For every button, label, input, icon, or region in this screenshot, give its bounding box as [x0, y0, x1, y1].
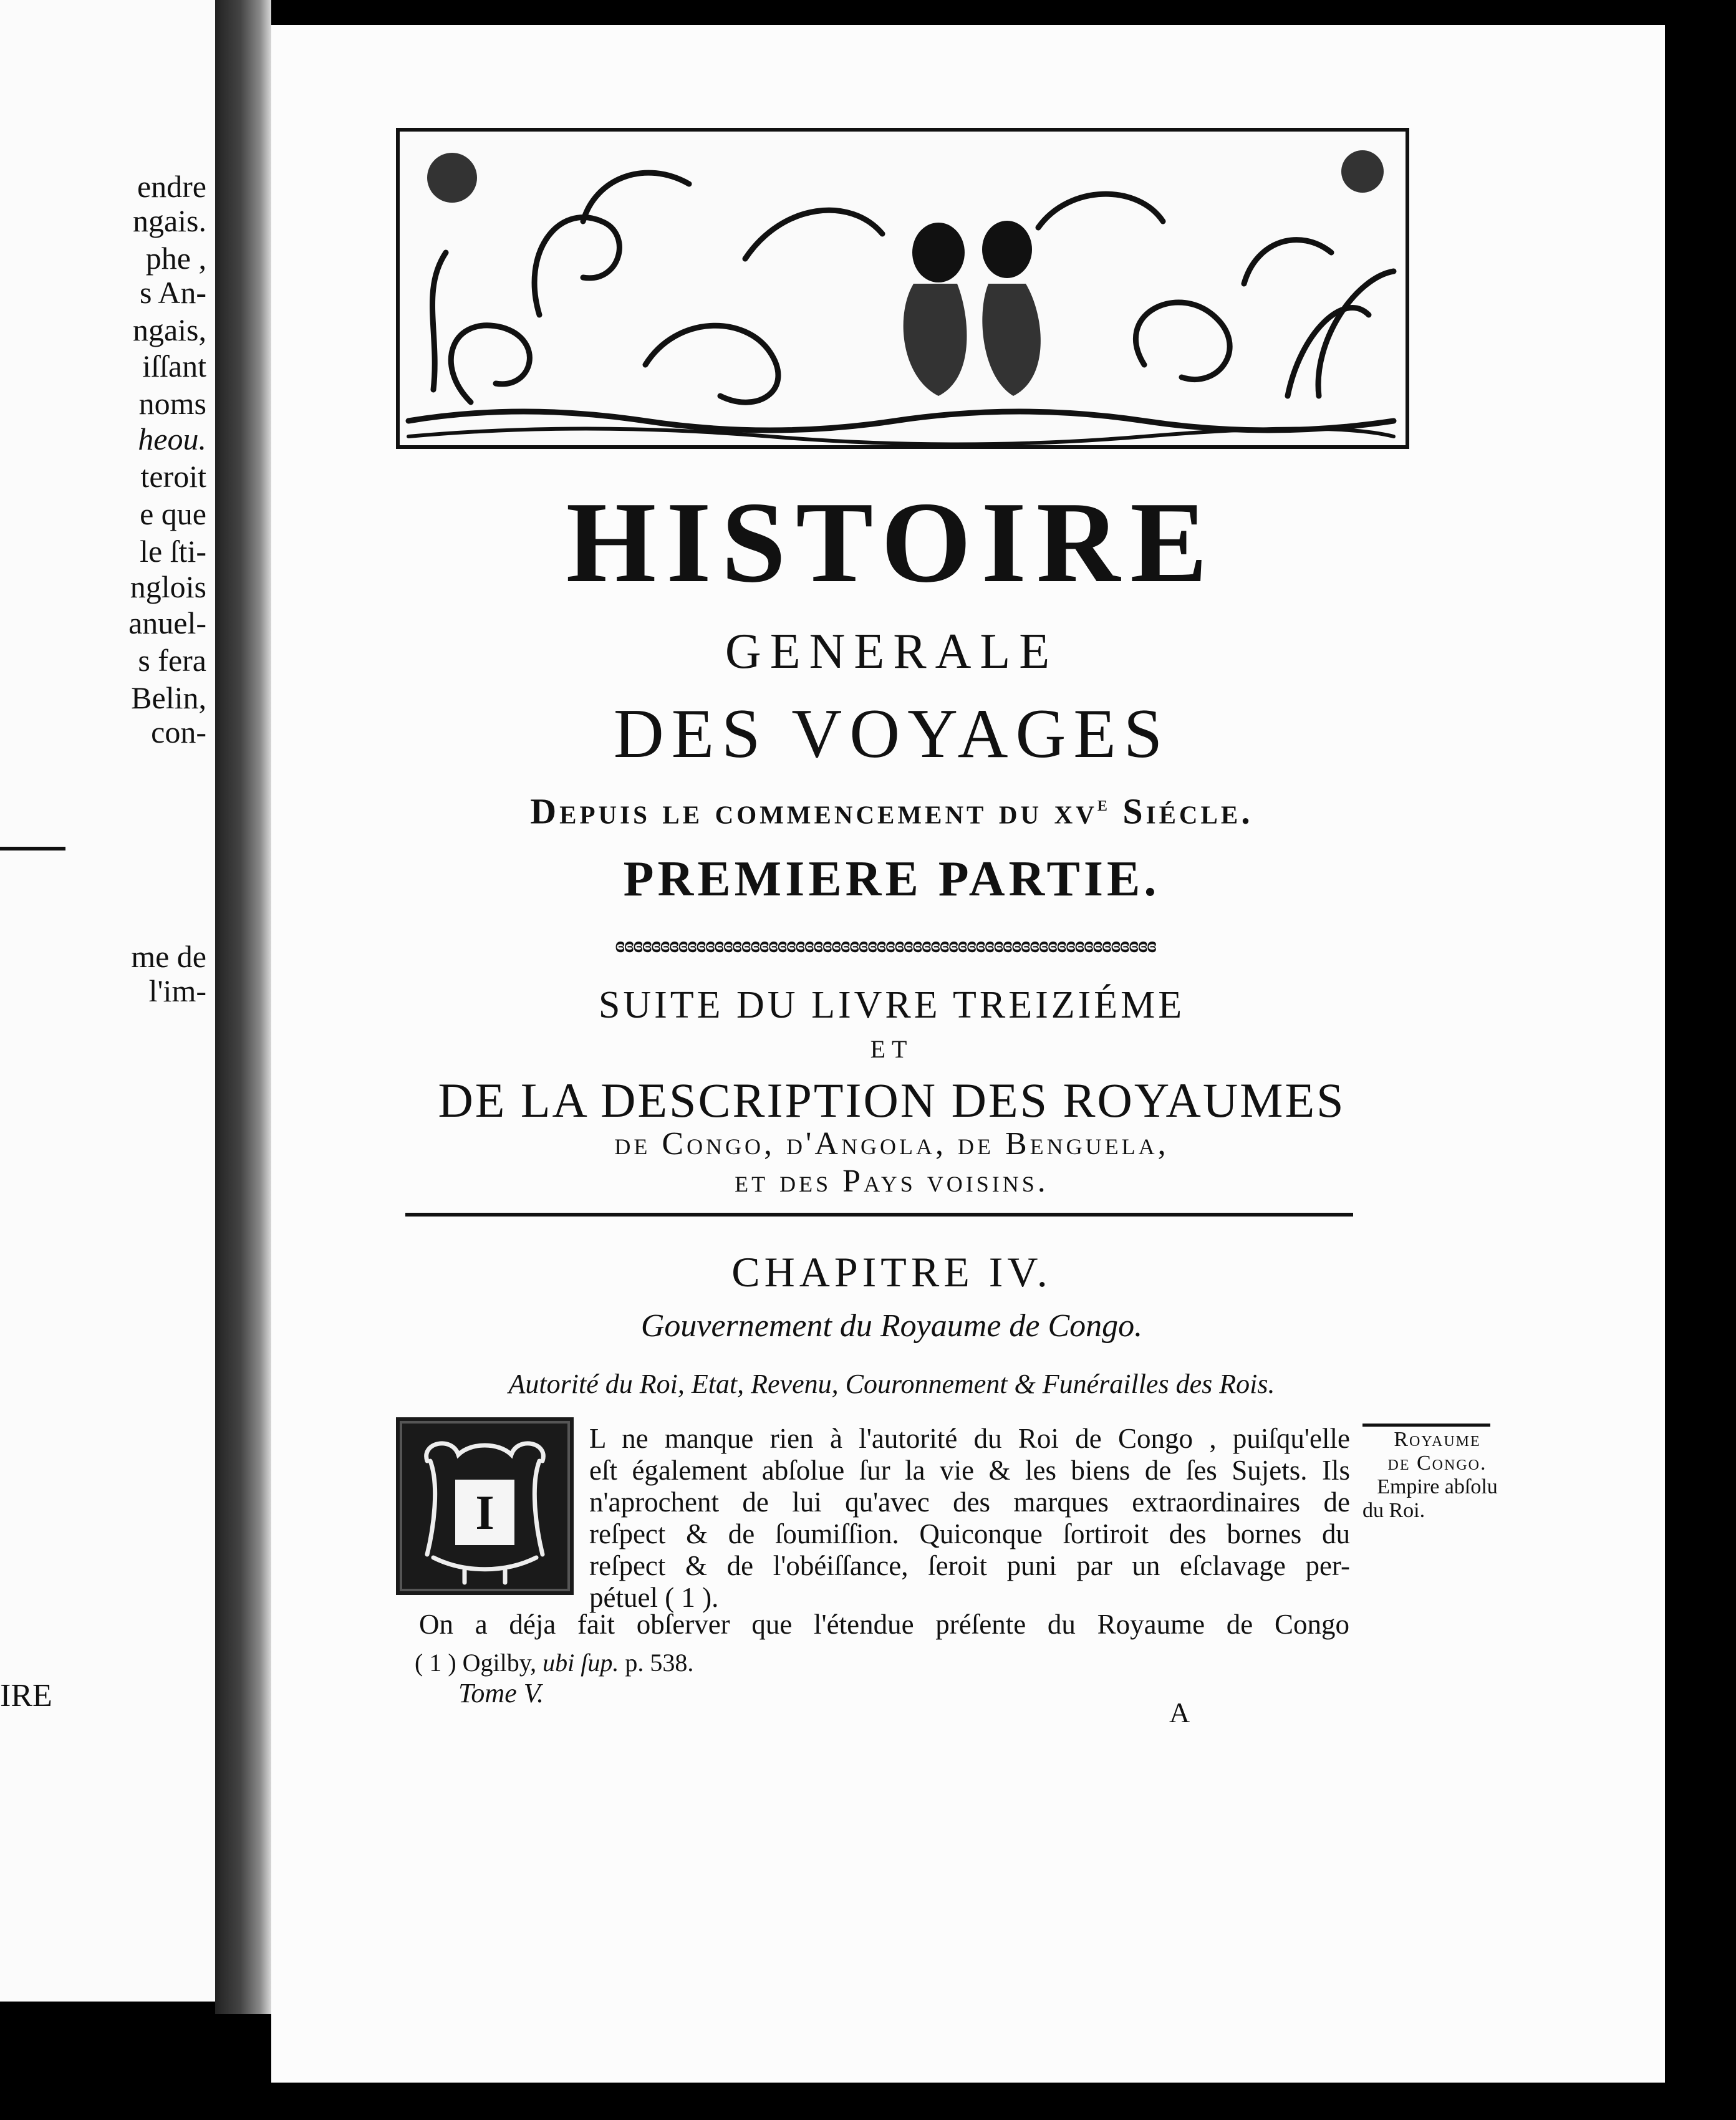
section-kingdoms: de Congo, d'Angola, de Benguela,: [614, 1126, 1169, 1162]
body-line: eſt également abſolue ſur la vie & les biens de ſes Sujets. Ils: [589, 1455, 1350, 1486]
ornamental-border: ɞɞɞɞɞɞɞɞɞɞɞɞɞɞɞɞɞɞɞɞɞɞɞɞɞɞɞɞɞɞɞɞɞɞɞɞɞɞɞɞɞɞɞɞɞɞɞɞɞɞɞɞɞɞɞɞɞɞɞɞ: [615, 932, 1156, 957]
left-page-line: teroit: [140, 459, 206, 494]
left-page-line: s fera: [138, 643, 206, 678]
margin-note-line: Royaume: [1394, 1428, 1481, 1451]
left-page-line: le ſti-: [140, 534, 206, 569]
left-page-line: anuel-: [128, 605, 206, 640]
section-rule: [405, 1213, 1353, 1217]
margin-note-line: de Congo.: [1387, 1452, 1487, 1475]
chapter-summary: Autorité du Roi, Etat, Revenu, Couronnement & Funérailles des Rois.: [508, 1369, 1275, 1399]
left-page-line: ngais,: [132, 312, 206, 347]
body-line: reſpect & de l'obéiſſance, ſeroit puni par un eſclavage per-: [589, 1550, 1350, 1581]
margin-note: [1362, 1428, 1512, 1523]
section-description: DE LA DESCRIPTION DES ROYAUMES: [438, 1073, 1346, 1127]
title-depuis-superscript: e: [1097, 793, 1111, 816]
margin-note-line: du Roi.: [1362, 1499, 1425, 1522]
chapter-title: Gouvernement du Royaume de Congo.: [640, 1308, 1143, 1344]
left-page-rule: [0, 847, 65, 850]
left-page-line: me de: [131, 939, 206, 974]
body-continuation-line: On a déja fait obſerver que l'étendue préſente du Royaume de Congo: [419, 1609, 1349, 1640]
left-page-line: endre: [137, 169, 206, 204]
body-line: L ne manque rien à l'autorité du Roi de Congo , puiſqu'elle: [589, 1423, 1350, 1454]
left-page-footer: IRE: [0, 1678, 52, 1713]
left-page-line: phe ,: [145, 241, 206, 276]
margin-note-rule: [1362, 1424, 1490, 1427]
left-page-line: ngais.: [132, 203, 206, 238]
left-page-line: s An-: [140, 275, 206, 310]
left-page-line: heou.: [138, 422, 206, 456]
title-depuis-text: Depuis le commencement du xv: [530, 791, 1097, 832]
title-des-voyages: DES VOYAGES: [613, 695, 1170, 773]
footnote: [415, 1648, 693, 1678]
footnote-italic: ubi ſup.: [542, 1649, 619, 1677]
book-title: HISTOIRE: [566, 478, 1218, 607]
body-line: n'aprochent de lui qu'avec des marques extraordinaires de: [589, 1486, 1350, 1518]
chapter-number: CHAPITRE IV.: [731, 1248, 1052, 1296]
title-depuis: [393, 783, 1391, 833]
margin-note-line: Empire abſolu: [1377, 1475, 1498, 1498]
body-line: pétuel ( 1 ).: [589, 1582, 719, 1613]
signature-mark: A: [1169, 1697, 1190, 1728]
drop-cap-letter: I: [475, 1485, 494, 1539]
left-page-line: iſſant: [142, 349, 206, 383]
engraved-headpiece-illustration: [396, 128, 1409, 449]
decorated-drop-cap: [396, 1417, 574, 1595]
body-line: reſpect & de ſoumiſſion. Quiconque ſortiroit des bornes du: [589, 1518, 1350, 1549]
volume-label: Tome V.: [458, 1678, 544, 1708]
left-page-fragment: [0, 0, 215, 2002]
left-page-line: con-: [151, 715, 206, 749]
title-depuis-end: Siécle.: [1110, 791, 1253, 832]
left-page-line: noms: [138, 386, 206, 421]
section-suite: SUITE DU LIVRE TREIZIÉME: [598, 984, 1185, 1026]
title-partie: PREMIERE PARTIE.: [623, 852, 1160, 907]
book-gutter: [215, 0, 271, 2014]
left-page-line: nglois: [130, 569, 206, 604]
title-generale: GENERALE: [725, 624, 1059, 679]
left-page-line: Belin,: [131, 680, 206, 715]
footnote-ref: ( 1 ) Ogilby,: [415, 1649, 543, 1677]
body-paragraph: [589, 1423, 1350, 1614]
left-page-line: l'im-: [148, 973, 206, 1008]
section-et: ET: [870, 1035, 914, 1063]
left-page-line: e que: [140, 496, 206, 531]
section-voisins: et des Pays voisins.: [735, 1164, 1049, 1199]
footnote-page: p. 538.: [619, 1649, 694, 1677]
